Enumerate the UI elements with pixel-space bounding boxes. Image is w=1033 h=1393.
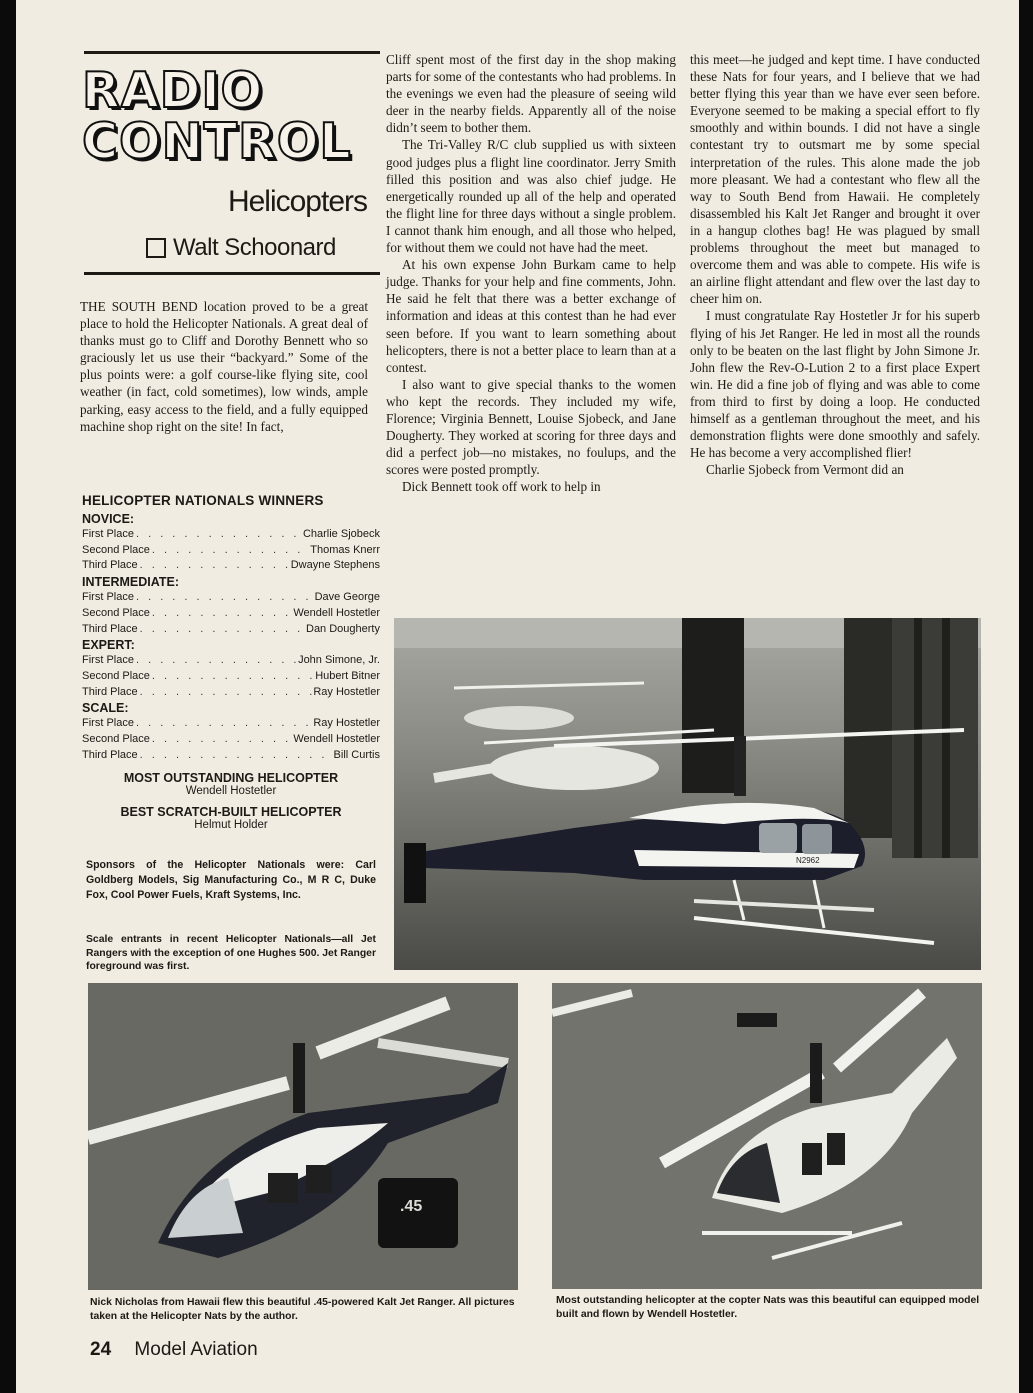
outstanding-helicopter-photo xyxy=(552,983,982,1289)
winner-place: Third Place xyxy=(82,685,138,698)
leader-dots xyxy=(134,527,303,543)
winner-category-heading: EXPERT: xyxy=(82,638,135,653)
winners-heading: HELICOPTER NATIONALS WINNERS xyxy=(82,493,324,508)
column-2-text xyxy=(386,51,676,495)
column-1-text xyxy=(80,298,368,435)
col3-paragraph: this meet—he judged and kept time. I have conducted these Nats for four years, and I believe that we had better flying this year than we have ever seen before. Everyone seemed to be making a special effort to fly smoothly and within bounds. I did not have a single contestant try to outsmart me by some special interpretation of the rules. This alone made the job more pleasant. We had a contestant who flew all the way to South Bend from Hawaii. He completely disassembled his Kalt Jet Ranger and brought it over in a hangup clothes bag! He was plagued by small problems throughout the meet but managed to overcome them and was able to compete. His wife is an airline flight attendant and flew over the last day to cheer him on. xyxy=(690,52,980,307)
winner-category-heading: INTERMEDIATE: xyxy=(82,575,179,590)
winner-place: Third Place xyxy=(82,748,138,761)
winner-name: Wendell Hostetler xyxy=(293,733,380,746)
winner-row xyxy=(82,653,380,669)
winner-place: Second Place xyxy=(82,543,150,556)
winner-row xyxy=(82,527,380,543)
leader-dots xyxy=(150,669,315,685)
winners-list xyxy=(82,493,380,831)
magazine-name: Model Aviation xyxy=(134,1339,258,1360)
award-title: MOST OUTSTANDING HELICOPTER xyxy=(123,771,339,786)
sponsors-note: Sponsors of the Helicopter Nationals were: Carl Goldberg Models, Sig Manufacturing Co., M R C, Duke Fox, Cool Power Fuels, Kraft Systems, Inc. xyxy=(86,859,376,901)
helicopter-lineup-photo xyxy=(394,618,981,970)
winner-place: First Place xyxy=(82,654,134,667)
title-line-1: RADIO xyxy=(82,62,264,119)
winner-row xyxy=(82,590,380,606)
winner-row xyxy=(82,716,380,732)
winner-name: Wendell Hostetler xyxy=(293,606,380,619)
kalt-jet-ranger-photo xyxy=(88,983,518,1290)
winner-place: Second Place xyxy=(82,669,150,682)
column-3-text xyxy=(690,51,980,478)
page-footer xyxy=(90,1339,258,1361)
award-block xyxy=(82,771,380,797)
col2-paragraph: The Tri-Valley R/C club supplied us with sixteen good judges plus a flight line coordinator. Jerry Smith filled this position and was also chief judge. He energetically rounded up all of the help and operated the flight line for three days without a single problem. I cannot thank him enough, and all those who helped, for without them we could not have had the meet. xyxy=(386,137,676,256)
winner-name: Thomas Knerr xyxy=(310,543,380,556)
col2-paragraph: At his own expense John Burkam came to help judge. Thanks for your help and fine comments, John. He said he felt that there was a better exchange of information and ideas at this contest than he had ever seen before. If you want to learn something about helicopters, there is not a better place to learn than at a contest. xyxy=(386,257,676,375)
leader-dots xyxy=(138,558,291,574)
winner-name: Dwayne Stephens xyxy=(290,559,380,572)
winner-place: Third Place xyxy=(82,622,138,635)
winner-name: Dan Dougherty xyxy=(306,622,380,635)
section-subtitle: Helicopters xyxy=(227,185,367,218)
caption-bottom-right: Most outstanding helicopter at the copter Nats was this beautiful can equipped model built and flown by Wendell Hostetler. xyxy=(556,1295,980,1320)
leader-dots xyxy=(134,653,298,669)
title-line-2: CONTROL xyxy=(82,113,352,170)
winner-category-heading: NOVICE: xyxy=(82,512,135,526)
award-block xyxy=(82,805,380,831)
winner-name: Ray Hostetler xyxy=(313,717,380,730)
winner-row xyxy=(82,748,380,764)
col3-paragraph: Charlie Sjobeck from Vermont did an xyxy=(706,462,904,478)
photo-kalt-jet-ranger xyxy=(88,983,518,1290)
checkbox-bullet-icon xyxy=(146,238,166,258)
author-name: Walt Schoonard xyxy=(173,234,336,261)
winner-category-heading: SCALE: xyxy=(82,701,129,716)
col2-paragraph: I also want to give special thanks to the women who kept the records. They included my wife, Florence; Virginia Bennett, Louise Sjobeck, and Jane Dougherty. They worked at scoring for three days and did a perfect job—no mistakes, no foulups, and the scores were posted promptly. xyxy=(386,376,676,478)
header-top-rule xyxy=(84,51,380,54)
caption-top-photo: Scale entrants in recent Helicopter Nationals—all Jet Rangers with the exception of one Hughes 500. Jet Ranger foreground was first. xyxy=(86,934,376,972)
winner-row xyxy=(82,622,380,638)
winner-categories xyxy=(82,512,380,763)
winner-place: First Place xyxy=(82,591,134,604)
winner-name: Hubert Bitner xyxy=(315,669,380,682)
col2-paragraph: Cliff spent most of the first day in the shop making parts for some of the contestants who had problems. In the evenings we even had the pleasure of seeing wild deer in the nearby fields. Apparently all of the noise didn’t seem to bother them. xyxy=(386,52,676,136)
leader-dots xyxy=(138,685,314,701)
award-winner: Helmut Holder xyxy=(194,819,268,832)
header-bottom-rule xyxy=(84,272,380,275)
winner-row xyxy=(82,543,380,559)
winner-row xyxy=(82,732,380,748)
winner-name: Charlie Sjobeck xyxy=(302,528,380,540)
magazine-page xyxy=(16,0,1019,1393)
leader-dots xyxy=(150,543,310,559)
winner-place: Third Place xyxy=(82,559,138,572)
winner-row xyxy=(82,669,380,685)
registration-mark: N2962 xyxy=(796,856,820,865)
leader-dots xyxy=(134,716,313,732)
photo-outstanding-helicopter xyxy=(552,983,982,1289)
winner-name: Bill Curtis xyxy=(333,748,380,761)
special-awards xyxy=(82,771,380,831)
winner-name: John Simone, Jr. xyxy=(298,654,380,667)
photo-scale-entrants xyxy=(394,618,981,970)
leader-dots xyxy=(134,590,315,606)
intro-paragraph: THE SOUTH BEND location proved to be a great place to hold the Helicopter Nationals. A great deal of thanks must go to Cliff and Dorothy Bennett who so graciously let us use their “backyard.” Some of the plus points were: a golf course-like flying site, cool weather (in fact, cold sometimes), low winds, ample parking, easy access to the field, and a fully equipped machine shop right on the site! In fact, xyxy=(80,299,368,434)
leader-dots xyxy=(150,606,293,622)
winner-row xyxy=(82,606,380,622)
winner-place: Second Place xyxy=(82,606,150,619)
leader-dots xyxy=(138,748,334,764)
leader-dots xyxy=(150,732,293,748)
winner-name: Ray Hostetler xyxy=(313,685,380,698)
winner-row xyxy=(82,685,380,701)
caption-bottom-left: Nick Nicholas from Hawaii flew this beautiful .45-powered Kalt Jet Ranger. All pictures taken at the Helicopter Nats by the author. xyxy=(90,1297,515,1322)
engine-box-label: .45 xyxy=(400,1198,423,1215)
winner-name: Dave George xyxy=(314,591,380,604)
byline xyxy=(146,236,336,260)
winner-place: Second Place xyxy=(82,733,150,746)
winner-row xyxy=(82,558,380,574)
winner-place: First Place xyxy=(82,528,134,540)
award-winner: Wendell Hostetler xyxy=(185,785,277,798)
col3-paragraph: I must congratulate Ray Hostetler Jr for his superb flying of his Jet Ranger. He led in most all the rounds only to be beaten on the last flight by John Simone Jr. John flew the Rev-O-Lution 2 to a first place Expert win. He did a fine job of flying and was able to come from third to first by doing a loop. He conducted himself as a gentleman throughout the meet, and his demonstration flights were done smoothly and safely. He has become a very accomplished flier! xyxy=(690,308,980,461)
leader-dots xyxy=(138,622,306,638)
winner-place: First Place xyxy=(82,717,134,730)
award-title: BEST SCRATCH-BUILT HELICOPTER xyxy=(120,805,342,820)
page-number: 24 xyxy=(90,1339,112,1360)
col2-paragraph: Dick Bennett took off work to help in xyxy=(402,479,601,495)
